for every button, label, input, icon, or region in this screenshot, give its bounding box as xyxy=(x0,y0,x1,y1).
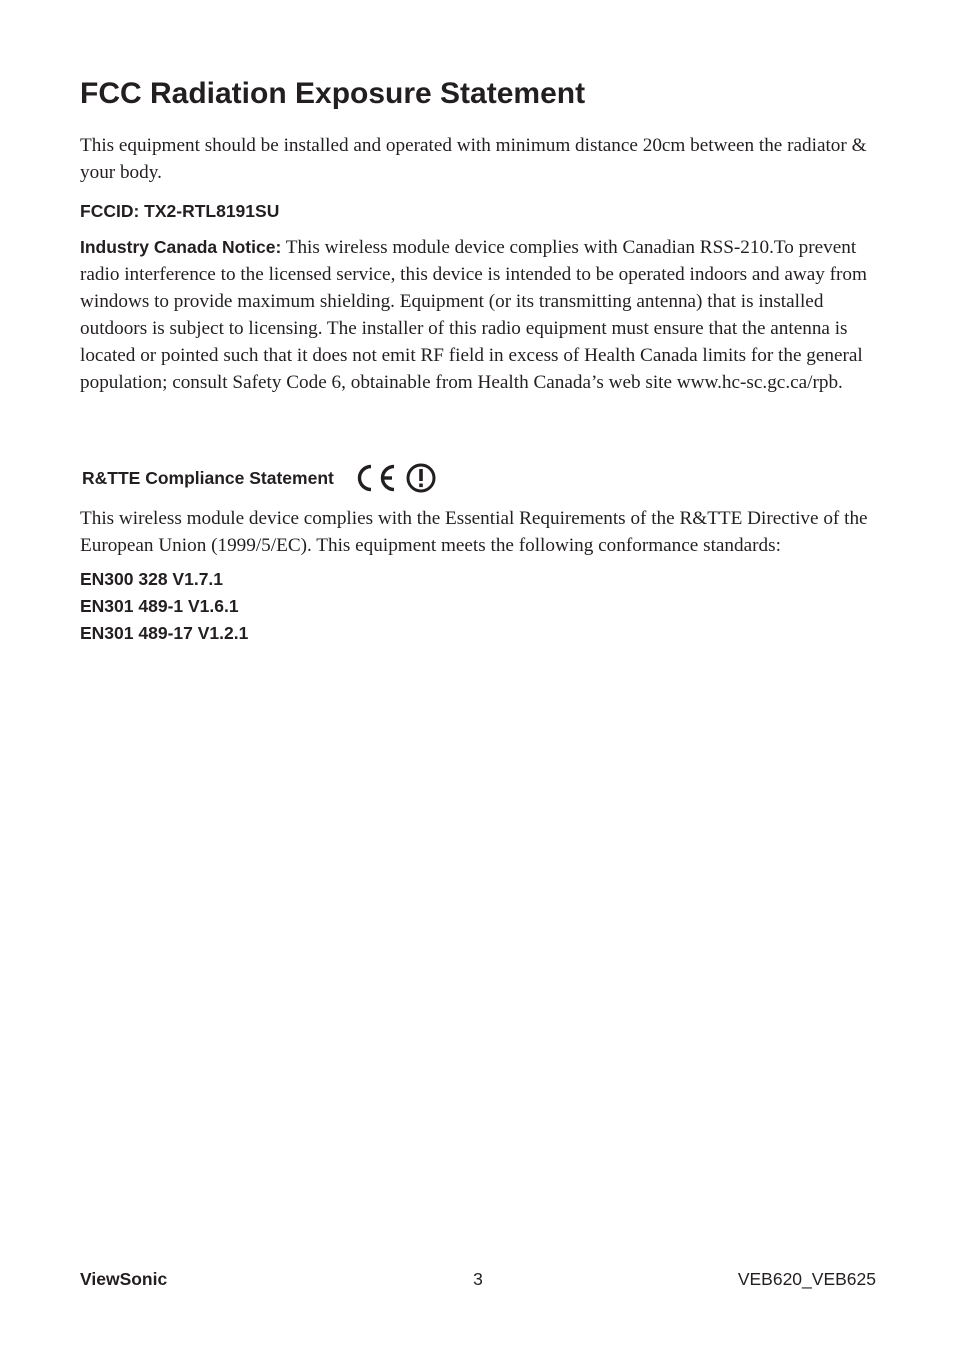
alert-mark-icon xyxy=(404,462,438,494)
page-number: 3 xyxy=(473,1269,483,1289)
compliance-marks xyxy=(352,462,438,494)
standard-item: EN300 328 V1.7.1 xyxy=(80,569,224,589)
conformance-standards-list xyxy=(80,566,248,647)
rtte-paragraph: This wireless module device complies with the Essential Requirements of the R&TTE Directive of the European Union (1999/5/EC). This equipment meets the following conformance standards: xyxy=(80,508,868,556)
ce-mark-icon xyxy=(352,462,398,494)
rtte-heading: R&TTE Compliance Statement xyxy=(82,468,334,488)
radiation-exposure-paragraph: This equipment should be installed and operated with minimum distance 20cm between the radiator & your body. xyxy=(80,135,867,183)
footer-brand: ViewSonic xyxy=(80,1269,168,1289)
footer-model: VEB620_VEB625 xyxy=(737,1269,876,1289)
rtte-heading-row xyxy=(82,462,438,494)
industry-canada-notice xyxy=(80,234,880,396)
fccid-label: FCCID: TX2-RTL8191SU xyxy=(80,201,280,221)
page-title: FCC Radiation Exposure Statement xyxy=(80,77,586,110)
page-footer xyxy=(80,1267,876,1291)
standard-item: EN301 489-1 V1.6.1 xyxy=(80,596,239,616)
standard-item: EN301 489-17 V1.2.1 xyxy=(80,623,249,643)
industry-canada-text: This wireless module device complies with Canadian RSS-210.To prevent radio interference to the licensed service, this device is intended to be operated indoors and away from windows to provide maximum shielding. Equipment (or its transmitting antenna) that is installed outdoors is subject to licensing. The installer of this radio equipment must ensure that the antenna is located or pointed such that it does not emit RF field in excess of Health Canada limits for the general population; consult Safety Code 6, obtainable from Health Canada’s web site www.hc-sc.gc.ca/rpb. xyxy=(80,237,867,393)
industry-canada-heading: Industry Canada Notice: xyxy=(80,237,282,257)
